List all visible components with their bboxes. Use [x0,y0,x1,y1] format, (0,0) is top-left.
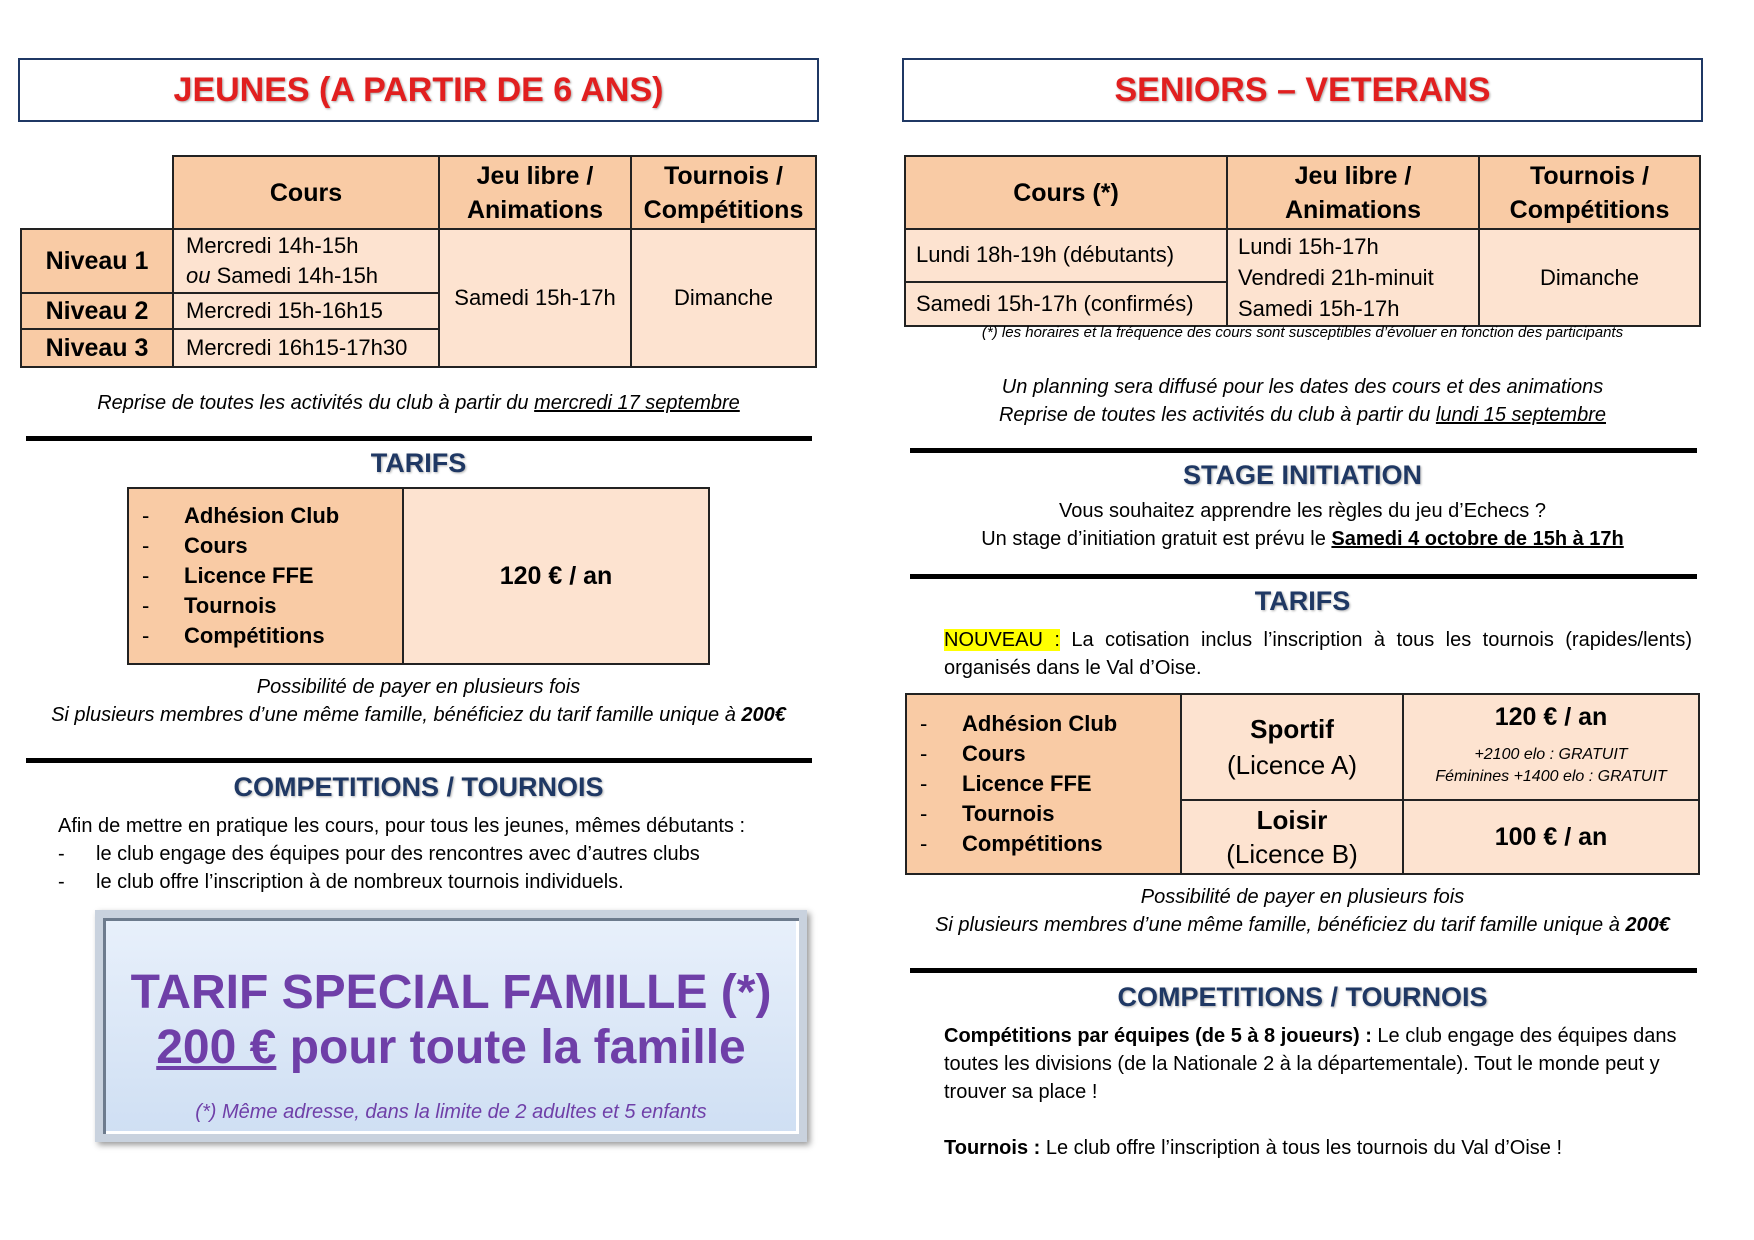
stage-title: STAGE INITIATION [1183,460,1422,490]
jeunes-title-box [18,58,819,122]
jeunes-reprise: Reprise de toutes les activités du club à partir du mercredi 17 septembre [97,392,740,414]
jeunes-payer: Possibilité de payer en plusieurs fois [256,676,581,698]
level-1-cours: Mercredi 14h-15h ou Samedi 14h-15h [173,229,439,293]
list-item: - Compétitions [142,623,325,648]
seniors-schedule-table [904,155,1701,327]
header-tournois: Tournois / Compétitions [1479,156,1700,229]
stage-line-2: Un stage d’initiation gratuit est prévu le Samedi 4 octobre de 15h à 17h [981,528,1624,550]
seniors-footnote: (*) les horaires et la fréquence des cours sont susceptibles d’évoluer en fonction des participants [981,324,1624,341]
seniors-payer: Possibilité de payer en plusieurs fois [1140,886,1465,908]
level-1: Niveau 1 [21,229,173,293]
jeunes-schedule-table [20,155,817,368]
level-3: Niveau 3 [21,329,173,367]
seniors-competitions-title: COMPETITIONS / TOURNOIS [1117,982,1488,1012]
list-item: - Adhésion Club [920,711,1118,736]
level-2-cours: Mercredi 15h-16h15 [173,293,439,329]
seniors-tarifs-list [908,709,1179,859]
jeunes-competitions-text: Afin de mettre en pratique les cours, pour tous les jeunes, mêmes débutants : - le club engage des équipes pour des rencontres avec d’autres clubs - le club offre l’inscription à de nombreux tournois individuels. [58,812,818,896]
equipes-paragraph: Compétitions par équipes (de 5 à 8 joueurs) : Le club engage des équipes dans toutes les divisions (de la Nationale 2 à la départementale). Tout le monde peut y trouver sa place ! [944,1025,1677,1103]
nouveau-badge: NOUVEAU : [944,629,1060,651]
jeunes-famille: Si plusieurs membres d’une même famille, bénéficiez du tarif famille unique à 200€ [51,704,786,726]
seniors-reprise: Reprise de toutes les activités du club à partir du lundi 15 septembre [998,404,1606,426]
list-item: - Tournois [142,593,277,618]
list-item: - Adhésion Club [142,503,340,528]
list-item: - Licence FFE [142,563,314,588]
tarif-sportif: Sportif (Licence A) [1181,694,1403,800]
header-cours: Cours (*) [905,156,1227,229]
famille-subline: 200 € pour toute la famille [156,1021,746,1074]
seniors-famille: Si plusieurs membres d’une même famille, bénéficiez du tarif famille unique à 200€ [935,914,1670,936]
tarif-loisir-price: 100 € / an [1403,800,1699,874]
header-jeu-libre: Jeu libre / Animations [1227,156,1479,229]
seniors-tarifs-table [905,693,1700,875]
seniors-planning: Un planning sera diffusé pour les dates des cours et des animations [1001,376,1604,398]
famille-headline: TARIF SPECIAL FAMILLE (*) [130,966,772,1019]
famille-note: (*) Même adresse, dans la limite de 2 adultes et 5 enfants [195,1101,707,1123]
divider [910,448,1697,453]
seniors-tarifs-title: TARIFS [1254,586,1351,616]
divider [910,968,1697,973]
divider [26,436,812,441]
seniors-competitions-text [944,1022,1696,1162]
list-item: - Cours [920,741,1026,766]
level-2: Niveau 2 [21,293,173,329]
list-item: - le club engage des équipes pour des rencontres avec d’autres clubs [58,843,700,865]
jeunes-tarifs-list [130,501,401,651]
jeunes-jeu-libre: Samedi 15h-17h [439,229,631,367]
divider [910,574,1697,579]
seniors-title: SENIORS – VETERANS [1114,71,1491,109]
level-3-cours: Mercredi 16h15-17h30 [173,329,439,367]
tarif-loisir: Loisir (Licence B) [1181,800,1403,874]
jeunes-tarif-price: 120 € / an [403,488,709,664]
list-item: - Compétitions [920,831,1103,856]
seniors-title-box [902,58,1703,122]
jeunes-title: JEUNES (A PARTIR DE 6 ANS) [173,71,664,109]
seniors-cours-debutants: Lundi 18h-19h (débutants) [905,229,1227,282]
list-item: - Tournois [920,801,1055,826]
stage-line-1: Vous souhaitez apprendre les règles du jeu d’Echecs ? [1059,500,1546,522]
seniors-tournois: Dimanche [1479,229,1700,326]
list-item: - le club offre l’inscription à de nombreux tournois individuels. [58,871,624,893]
tournois-paragraph: Tournois : Le club offre l’inscription à tous les tournois du Val d’Oise ! [944,1137,1563,1159]
jeunes-tarifs-table [127,487,710,665]
list-item: - Cours [142,533,248,558]
jeunes-competitions-title: COMPETITIONS / TOURNOIS [233,772,604,802]
divider [26,758,812,763]
list-item: - Licence FFE [920,771,1092,796]
tarif-sportif-price: 120 € / an +2100 elo : GRATUIT Féminines +1400 elo : GRATUIT [1403,694,1699,800]
seniors-jeu-libre: Lundi 15h-17h Vendredi 21h-minuit Samedi 15h-17h [1227,229,1479,326]
tarif-special-famille-banner [95,910,807,1142]
jeunes-tournois: Dimanche [631,229,816,367]
header-tournois: Tournois / Compétitions [631,156,816,229]
header-cours: Cours [173,156,439,229]
seniors-cours-confirmes: Samedi 15h-17h (confirmés) [905,282,1227,326]
nouveau-notice: NOUVEAU : La cotisation inclus l’inscription à tous les tournois (rapides/lents) organisés dans le Val d’Oise. [944,629,1692,679]
header-jeu-libre: Jeu libre / Animations [439,156,631,229]
jeunes-tarifs-title: TARIFS [370,448,467,478]
